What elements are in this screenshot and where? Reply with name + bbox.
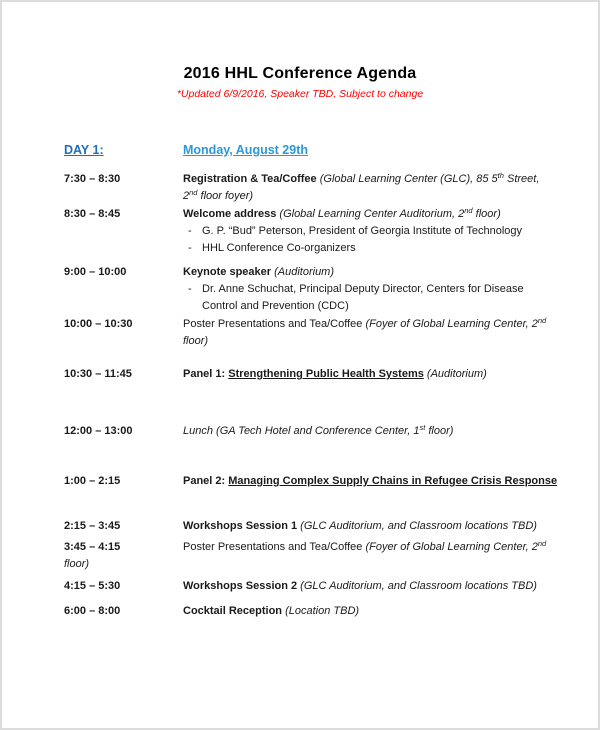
text-segment: floor): [472, 208, 501, 220]
text-segment: st: [419, 423, 426, 432]
text-segment: floor): [183, 335, 209, 347]
row-time: 8:30 – 8:45: [64, 208, 121, 220]
row-description: [183, 206, 555, 257]
bullet-item: [183, 281, 555, 315]
text-segment: Workshops Session 2: [183, 580, 301, 592]
row-time: 9:00 – 10:00: [64, 266, 127, 278]
text-segment: Cocktail Reception: [183, 605, 286, 617]
agenda-row: [64, 539, 598, 573]
text-segment: Panel 2:: [183, 475, 229, 487]
bullet-text: [202, 223, 522, 240]
row-description: [183, 578, 555, 595]
text-segment: (Foyer of Global Learning Center, 2: [365, 541, 538, 553]
row-description: [183, 518, 555, 535]
text-segment: (Location TBD): [285, 605, 360, 617]
row-description: [183, 316, 555, 350]
text-segment: Workshops Session 1: [183, 520, 301, 532]
page-title: 2016 HHL Conference Agenda: [183, 65, 417, 82]
row-time: 3:45 – 4:15: [64, 541, 121, 553]
row-time: 10:30 – 11:45: [64, 368, 132, 380]
text-segment: Welcome address: [183, 208, 280, 220]
text-segment: Control and Prevention (CDC): [202, 300, 349, 312]
text-segment: floor): [64, 558, 90, 570]
text-segment: Strengthening Public Health Systems: [228, 368, 424, 380]
day-header: [64, 142, 536, 159]
row-time: 6:00 – 8:00: [64, 605, 121, 617]
text-segment: Lunch (GA Tech Hotel and Conference Center, 1: [183, 425, 420, 437]
text-segment: G. P. “Bud” Peterson, President of Georgia Institute of Technology: [202, 225, 522, 237]
agenda-row: [64, 264, 598, 315]
text-segment: nd: [464, 206, 473, 215]
agenda-row: [64, 423, 598, 440]
text-segment: Poster Presentations and Tea/Coffee: [183, 318, 366, 330]
text-segment: floor foyer): [197, 190, 254, 202]
text-segment: (Auditorium): [426, 368, 487, 380]
row-time: 7:30 – 8:30: [64, 173, 121, 185]
bullet-text: [202, 240, 356, 257]
row-time: 2:15 – 3:45: [64, 520, 121, 532]
row-description: [183, 423, 555, 440]
row-time: 4:15 – 5:30: [64, 580, 121, 592]
text-segment: nd: [537, 539, 547, 548]
agenda-row: [64, 603, 598, 620]
row-description: [183, 473, 558, 490]
row-time: 12:00 – 13:00: [64, 425, 133, 437]
agenda-row: [64, 206, 598, 257]
bullet-dash-icon: -: [188, 242, 192, 254]
row-time: 1:00 – 2:15: [64, 475, 121, 487]
agenda-row: [64, 171, 598, 205]
agenda-row: [64, 578, 598, 595]
text-segment: floor): [425, 425, 454, 437]
bullet-dash-icon: -: [188, 225, 192, 237]
text-segment: Poster Presentations and Tea/Coffee: [183, 541, 366, 553]
text-segment: (Auditorium): [274, 266, 335, 278]
text-segment: HHL Conference Co-organizers: [202, 242, 356, 254]
row-time: 10:00 – 10:30: [64, 318, 133, 330]
text-segment: nd: [537, 316, 547, 325]
text-segment: Managing Complex Supply Chains in Refugee Crisis Response: [228, 475, 558, 487]
text-segment: Dr. Anne Schuchat, Principal Deputy Director, Centers for Disease: [202, 283, 524, 295]
text-segment: Panel 1:: [183, 368, 229, 380]
bullet-item: [183, 240, 555, 257]
text-segment: (GLC Auditorium, and Classroom locations TBD): [300, 580, 537, 592]
agenda-row: [64, 473, 598, 490]
bullet-item: [183, 223, 555, 240]
row-description: [183, 264, 555, 315]
row-description: [183, 366, 555, 383]
row-description: [183, 603, 555, 620]
text-segment: nd: [189, 188, 198, 197]
day-date: Monday, August 29th: [183, 143, 308, 157]
text-segment: Keynote speaker: [183, 266, 275, 278]
text-segment: (GLC Auditorium, and Classroom locations TBD): [300, 520, 537, 532]
text-segment: (Global Learning Center (GLC), 85 5: [319, 173, 498, 185]
text-segment: th: [497, 171, 504, 180]
text-segment: (Global Learning Center Auditorium, 2: [279, 208, 465, 220]
text-segment: (Foyer of Global Learning Center, 2: [365, 318, 538, 330]
text-segment: 2: [183, 190, 190, 202]
agenda-row: [64, 316, 598, 350]
day-label: DAY 1:: [64, 143, 104, 157]
text-segment: Registration & Tea/Coffee: [183, 173, 320, 185]
bullet-dash-icon: -: [188, 283, 192, 295]
update-note: *Updated 6/9/2016, Speaker TBD, Subject to change: [176, 88, 424, 100]
text-segment: Street,: [503, 173, 540, 185]
agenda-row: [64, 366, 598, 383]
row-description: [183, 171, 555, 205]
agenda-row: [64, 518, 598, 535]
agenda-rows: [64, 171, 598, 620]
bullet-text: [202, 281, 524, 315]
